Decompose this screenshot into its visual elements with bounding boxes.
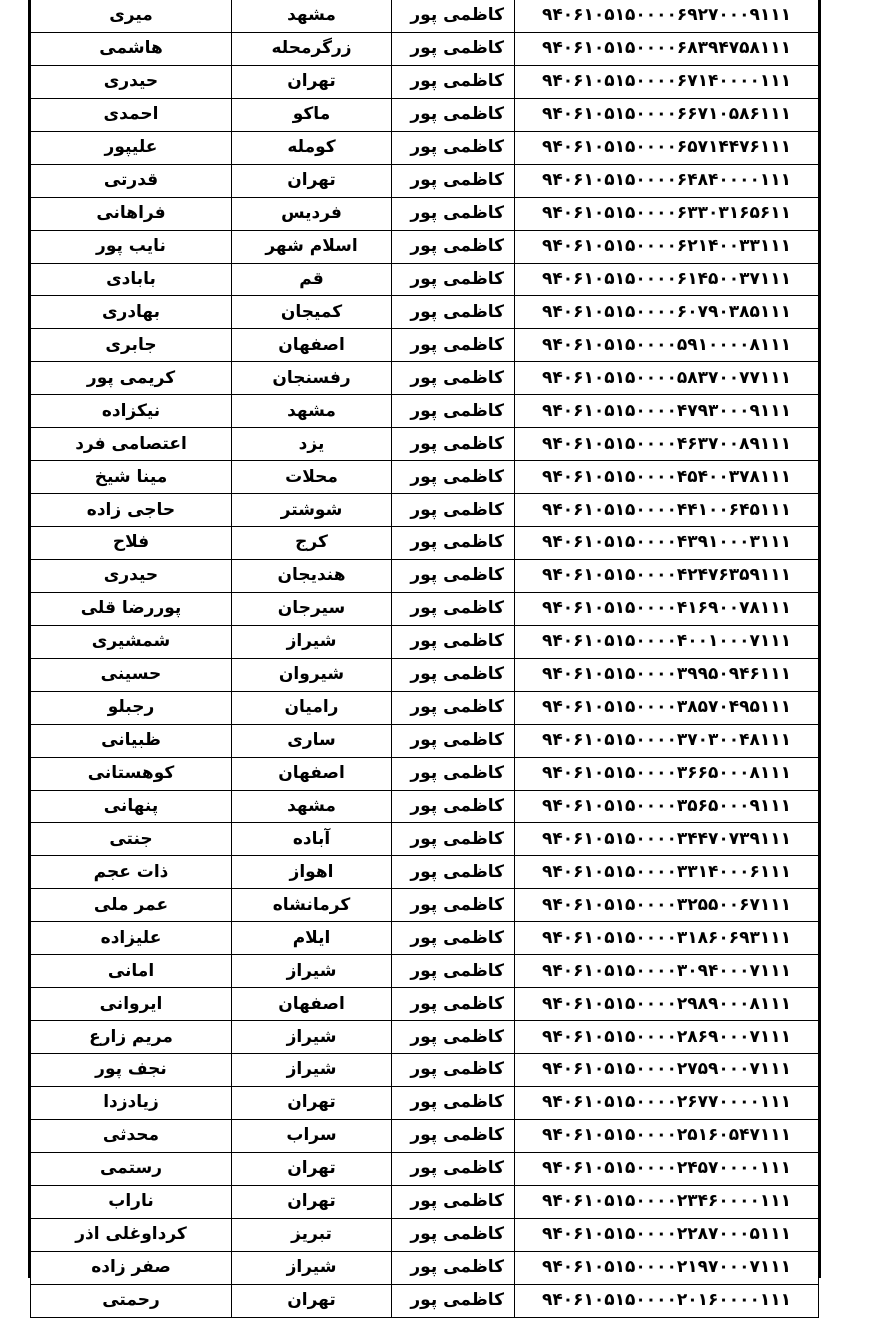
reference-code-cell: ۹۴۰۶۱۰۵۱۵۰۰۰۰۶۱۴۵۰۰۳۷۱۱۱ bbox=[515, 263, 819, 296]
city-cell: شیراز bbox=[232, 1054, 392, 1087]
city-cell: تبریز bbox=[232, 1218, 392, 1251]
table-row bbox=[31, 922, 819, 955]
surname-cell: کاظمی پور bbox=[392, 559, 515, 592]
city-cell: هندیجان bbox=[232, 559, 392, 592]
reference-code-cell: ۹۴۰۶۱۰۵۱۵۰۰۰۰۳۰۹۴۰۰۰۷۱۱۱ bbox=[515, 955, 819, 988]
surname-cell: کاظمی پور bbox=[392, 32, 515, 65]
name-cell: نیکزاده bbox=[31, 395, 232, 428]
city-cell: شیروان bbox=[232, 658, 392, 691]
table-row bbox=[31, 329, 819, 362]
reference-code-cell: ۹۴۰۶۱۰۵۱۵۰۰۰۰۳۲۵۵۰۰۶۷۱۱۱ bbox=[515, 889, 819, 922]
surname-cell: کاظمی پور bbox=[392, 1054, 515, 1087]
reference-code-cell: ۹۴۰۶۱۰۵۱۵۰۰۰۰۳۵۶۵۰۰۰۹۱۱۱ bbox=[515, 790, 819, 823]
reference-code-cell: ۹۴۰۶۱۰۵۱۵۰۰۰۰۳۹۹۵۰۹۴۶۱۱۱ bbox=[515, 658, 819, 691]
name-cell: میری bbox=[31, 0, 232, 32]
reference-code-cell: ۹۴۰۶۱۰۵۱۵۰۰۰۰۵۸۳۷۰۰۷۷۱۱۱ bbox=[515, 362, 819, 395]
city-cell: ایلام bbox=[232, 922, 392, 955]
reference-code-cell: ۹۴۰۶۱۰۵۱۵۰۰۰۰۳۸۵۷۰۴۹۵۱۱۱ bbox=[515, 691, 819, 724]
city-cell: تهران bbox=[232, 1086, 392, 1119]
name-cell: نایب پور bbox=[31, 230, 232, 263]
city-cell: اصفهان bbox=[232, 757, 392, 790]
surname-cell: کاظمی پور bbox=[392, 527, 515, 560]
reference-code-cell: ۹۴۰۶۱۰۵۱۵۰۰۰۰۴۲۴۷۶۳۵۹۱۱۱ bbox=[515, 559, 819, 592]
city-cell: ماکو bbox=[232, 98, 392, 131]
name-cell: حیدری bbox=[31, 65, 232, 98]
surname-cell: کاظمی پور bbox=[392, 691, 515, 724]
city-cell: فردیس bbox=[232, 197, 392, 230]
table-row bbox=[31, 164, 819, 197]
city-cell: شیراز bbox=[232, 955, 392, 988]
reference-code-cell: ۹۴۰۶۱۰۵۱۵۰۰۰۰۶۸۳۹۴۷۵۸۱۱۱ bbox=[515, 32, 819, 65]
table-row bbox=[31, 625, 819, 658]
name-cell: حیدری bbox=[31, 559, 232, 592]
table-row bbox=[31, 790, 819, 823]
surname-cell: کاظمی پور bbox=[392, 395, 515, 428]
surname-cell: کاظمی پور bbox=[392, 1152, 515, 1185]
reference-code-cell: ۹۴۰۶۱۰۵۱۵۰۰۰۰۲۰۱۶۰۰۰۰۱۱۱ bbox=[515, 1284, 819, 1317]
surname-cell: کاظمی پور bbox=[392, 494, 515, 527]
name-cell: ذات عجم bbox=[31, 856, 232, 889]
surname-cell: کاظمی پور bbox=[392, 856, 515, 889]
city-cell: تهران bbox=[232, 164, 392, 197]
table-row bbox=[31, 1185, 819, 1218]
city-cell: رامیان bbox=[232, 691, 392, 724]
surname-cell: کاظمی پور bbox=[392, 724, 515, 757]
city-cell: تهران bbox=[232, 1185, 392, 1218]
surname-cell: کاظمی پور bbox=[392, 131, 515, 164]
surname-cell: کاظمی پور bbox=[392, 428, 515, 461]
surname-cell: کاظمی پور bbox=[392, 1086, 515, 1119]
reference-code-cell: ۹۴۰۶۱۰۵۱۵۰۰۰۰۲۶۷۷۰۰۰۰۱۱۱ bbox=[515, 1086, 819, 1119]
city-cell: اصفهان bbox=[232, 988, 392, 1021]
name-cell: امانی bbox=[31, 955, 232, 988]
surname-cell: کاظمی پور bbox=[392, 889, 515, 922]
city-cell: زرگرمحله bbox=[232, 32, 392, 65]
reference-code-cell: ۹۴۰۶۱۰۵۱۵۰۰۰۰۲۴۵۷۰۰۰۰۱۱۱ bbox=[515, 1152, 819, 1185]
city-cell: ساری bbox=[232, 724, 392, 757]
reference-code-cell: ۹۴۰۶۱۰۵۱۵۰۰۰۰۳۳۱۴۰۰۰۶۱۱۱ bbox=[515, 856, 819, 889]
table-row bbox=[31, 296, 819, 329]
surname-cell: کاظمی پور bbox=[392, 922, 515, 955]
city-cell: شیراز bbox=[232, 625, 392, 658]
table-row bbox=[31, 0, 819, 32]
reference-code-cell: ۹۴۰۶۱۰۵۱۵۰۰۰۰۴۵۴۰۰۳۷۸۱۱۱ bbox=[515, 461, 819, 494]
name-cell: حاجی زاده bbox=[31, 494, 232, 527]
surname-cell: کاظمی پور bbox=[392, 98, 515, 131]
table-row bbox=[31, 988, 819, 1021]
city-cell: شیراز bbox=[232, 1021, 392, 1054]
city-cell: رفسنجان bbox=[232, 362, 392, 395]
reference-code-cell: ۹۴۰۶۱۰۵۱۵۰۰۰۰۶۶۷۱۰۵۸۶۱۱۱ bbox=[515, 98, 819, 131]
city-cell: قم bbox=[232, 263, 392, 296]
reference-code-cell: ۹۴۰۶۱۰۵۱۵۰۰۰۰۳۴۴۷۰۷۳۹۱۱۱ bbox=[515, 823, 819, 856]
reference-code-cell: ۹۴۰۶۱۰۵۱۵۰۰۰۰۲۸۶۹۰۰۰۷۱۱۱ bbox=[515, 1021, 819, 1054]
records-sheet bbox=[28, 0, 821, 1311]
surname-cell: کاظمی پور bbox=[392, 757, 515, 790]
surname-cell: کاظمی پور bbox=[392, 362, 515, 395]
table-row bbox=[31, 527, 819, 560]
city-cell: شیراز bbox=[232, 1251, 392, 1284]
table-row bbox=[31, 461, 819, 494]
reference-code-cell: ۹۴۰۶۱۰۵۱۵۰۰۰۰۶۴۸۴۰۰۰۰۱۱۱ bbox=[515, 164, 819, 197]
name-cell: جنتی bbox=[31, 823, 232, 856]
table-row bbox=[31, 1021, 819, 1054]
reference-code-cell: ۹۴۰۶۱۰۵۱۵۰۰۰۰۶۰۷۹۰۳۸۵۱۱۱ bbox=[515, 296, 819, 329]
reference-code-cell: ۹۴۰۶۱۰۵۱۵۰۰۰۰۶۷۱۴۰۰۰۰۱۱۱ bbox=[515, 65, 819, 98]
table-row bbox=[31, 592, 819, 625]
name-cell: جابری bbox=[31, 329, 232, 362]
table-row bbox=[31, 559, 819, 592]
surname-cell: کاظمی پور bbox=[392, 164, 515, 197]
name-cell: اعتصامی فرد bbox=[31, 428, 232, 461]
surname-cell: کاظمی پور bbox=[392, 1251, 515, 1284]
table-row bbox=[31, 1284, 819, 1317]
reference-code-cell: ۹۴۰۶۱۰۵۱۵۰۰۰۰۲۲۸۷۰۰۰۵۱۱۱ bbox=[515, 1218, 819, 1251]
name-cell: پوررضا قلی bbox=[31, 592, 232, 625]
name-cell: عمر ملی bbox=[31, 889, 232, 922]
city-cell: اهواز bbox=[232, 856, 392, 889]
city-cell: تهران bbox=[232, 65, 392, 98]
table-row bbox=[31, 1251, 819, 1284]
surname-cell: کاظمی پور bbox=[392, 461, 515, 494]
table-row bbox=[31, 362, 819, 395]
table-row bbox=[31, 230, 819, 263]
name-cell: شمشیری bbox=[31, 625, 232, 658]
table-row bbox=[31, 197, 819, 230]
table-row bbox=[31, 65, 819, 98]
surname-cell: کاظمی پور bbox=[392, 823, 515, 856]
table-row bbox=[31, 131, 819, 164]
surname-cell: کاظمی پور bbox=[392, 329, 515, 362]
name-cell: نجف پور bbox=[31, 1054, 232, 1087]
surname-cell: کاظمی پور bbox=[392, 1218, 515, 1251]
surname-cell: کاظمی پور bbox=[392, 790, 515, 823]
reference-code-cell: ۹۴۰۶۱۰۵۱۵۰۰۰۰۳۶۶۵۰۰۰۸۱۱۱ bbox=[515, 757, 819, 790]
reference-code-cell: ۹۴۰۶۱۰۵۱۵۰۰۰۰۳۷۰۳۰۰۴۸۱۱۱ bbox=[515, 724, 819, 757]
city-cell: تهران bbox=[232, 1152, 392, 1185]
surname-cell: کاظمی پور bbox=[392, 988, 515, 1021]
city-cell: سراب bbox=[232, 1119, 392, 1152]
table-row bbox=[31, 658, 819, 691]
city-cell: کومله bbox=[232, 131, 392, 164]
name-cell: محدثی bbox=[31, 1119, 232, 1152]
records-table-body bbox=[31, 0, 819, 1317]
reference-code-cell: ۹۴۰۶۱۰۵۱۵۰۰۰۰۴۴۱۰۰۶۴۵۱۱۱ bbox=[515, 494, 819, 527]
name-cell: کریمی پور bbox=[31, 362, 232, 395]
city-cell: تهران bbox=[232, 1284, 392, 1317]
table-row bbox=[31, 691, 819, 724]
city-cell: اسلام شهر bbox=[232, 230, 392, 263]
surname-cell: کاظمی پور bbox=[392, 592, 515, 625]
city-cell: سیرجان bbox=[232, 592, 392, 625]
table-row bbox=[31, 1086, 819, 1119]
name-cell: رجبلو bbox=[31, 691, 232, 724]
table-row bbox=[31, 428, 819, 461]
surname-cell: کاظمی پور bbox=[392, 0, 515, 32]
table-row bbox=[31, 263, 819, 296]
name-cell: علیپور bbox=[31, 131, 232, 164]
name-cell: حسینی bbox=[31, 658, 232, 691]
surname-cell: کاظمی پور bbox=[392, 658, 515, 691]
surname-cell: کاظمی پور bbox=[392, 625, 515, 658]
reference-code-cell: ۹۴۰۶۱۰۵۱۵۰۰۰۰۶۵۷۱۴۴۷۶۱۱۱ bbox=[515, 131, 819, 164]
city-cell: مشهد bbox=[232, 790, 392, 823]
reference-code-cell: ۹۴۰۶۱۰۵۱۵۰۰۰۰۴۶۳۷۰۰۸۹۱۱۱ bbox=[515, 428, 819, 461]
reference-code-cell: ۹۴۰۶۱۰۵۱۵۰۰۰۰۴۳۹۱۰۰۰۳۱۱۱ bbox=[515, 527, 819, 560]
city-cell: آباده bbox=[232, 823, 392, 856]
city-cell: اصفهان bbox=[232, 329, 392, 362]
name-cell: بهادری bbox=[31, 296, 232, 329]
reference-code-cell: ۹۴۰۶۱۰۵۱۵۰۰۰۰۲۷۵۹۰۰۰۷۱۱۱ bbox=[515, 1054, 819, 1087]
name-cell: ناراب bbox=[31, 1185, 232, 1218]
name-cell: پنهانی bbox=[31, 790, 232, 823]
name-cell: بابادی bbox=[31, 263, 232, 296]
table-row bbox=[31, 757, 819, 790]
name-cell: فلاح bbox=[31, 527, 232, 560]
city-cell: مشهد bbox=[232, 0, 392, 32]
name-cell: ظبیانی bbox=[31, 724, 232, 757]
surname-cell: کاظمی پور bbox=[392, 65, 515, 98]
surname-cell: کاظمی پور bbox=[392, 1119, 515, 1152]
table-row bbox=[31, 395, 819, 428]
city-cell: کرج bbox=[232, 527, 392, 560]
surname-cell: کاظمی پور bbox=[392, 1284, 515, 1317]
table-row bbox=[31, 1054, 819, 1087]
reference-code-cell: ۹۴۰۶۱۰۵۱۵۰۰۰۰۲۹۸۹۰۰۰۸۱۱۱ bbox=[515, 988, 819, 1021]
name-cell: زیادزدا bbox=[31, 1086, 232, 1119]
records-table bbox=[30, 0, 819, 1318]
name-cell: مریم زارع bbox=[31, 1021, 232, 1054]
city-cell: کمیجان bbox=[232, 296, 392, 329]
reference-code-cell: ۹۴۰۶۱۰۵۱۵۰۰۰۰۳۱۸۶۰۶۹۳۱۱۱ bbox=[515, 922, 819, 955]
reference-code-cell: ۹۴۰۶۱۰۵۱۵۰۰۰۰۴۷۹۳۰۰۰۹۱۱۱ bbox=[515, 395, 819, 428]
name-cell: فراهانی bbox=[31, 197, 232, 230]
surname-cell: کاظمی پور bbox=[392, 955, 515, 988]
table-row bbox=[31, 1119, 819, 1152]
city-cell: یزد bbox=[232, 428, 392, 461]
reference-code-cell: ۹۴۰۶۱۰۵۱۵۰۰۰۰۲۵۱۶۰۵۴۷۱۱۱ bbox=[515, 1119, 819, 1152]
city-cell: محلات bbox=[232, 461, 392, 494]
reference-code-cell: ۹۴۰۶۱۰۵۱۵۰۰۰۰۶۲۱۴۰۰۳۳۱۱۱ bbox=[515, 230, 819, 263]
table-row bbox=[31, 32, 819, 65]
reference-code-cell: ۹۴۰۶۱۰۵۱۵۰۰۰۰۲۳۴۶۰۰۰۰۱۱۱ bbox=[515, 1185, 819, 1218]
city-cell: شوشتر bbox=[232, 494, 392, 527]
surname-cell: کاظمی پور bbox=[392, 230, 515, 263]
name-cell: کرداوغلی اذر bbox=[31, 1218, 232, 1251]
table-row bbox=[31, 955, 819, 988]
table-row bbox=[31, 724, 819, 757]
table-row bbox=[31, 1218, 819, 1251]
table-row bbox=[31, 889, 819, 922]
surname-cell: کاظمی پور bbox=[392, 1021, 515, 1054]
city-cell: مشهد bbox=[232, 395, 392, 428]
name-cell: صفر زاده bbox=[31, 1251, 232, 1284]
name-cell: کوهستانی bbox=[31, 757, 232, 790]
reference-code-cell: ۹۴۰۶۱۰۵۱۵۰۰۰۰۶۳۳۰۳۱۶۵۶۱۱ bbox=[515, 197, 819, 230]
name-cell: قدرتی bbox=[31, 164, 232, 197]
surname-cell: کاظمی پور bbox=[392, 197, 515, 230]
name-cell: ایروانی bbox=[31, 988, 232, 1021]
table-row bbox=[31, 823, 819, 856]
reference-code-cell: ۹۴۰۶۱۰۵۱۵۰۰۰۰۲۱۹۷۰۰۰۷۱۱۱ bbox=[515, 1251, 819, 1284]
surname-cell: کاظمی پور bbox=[392, 296, 515, 329]
table-row bbox=[31, 494, 819, 527]
name-cell: احمدی bbox=[31, 98, 232, 131]
surname-cell: کاظمی پور bbox=[392, 263, 515, 296]
reference-code-cell: ۹۴۰۶۱۰۵۱۵۰۰۰۰۵۹۱۰۰۰۰۸۱۱۱ bbox=[515, 329, 819, 362]
name-cell: مینا شیخ bbox=[31, 461, 232, 494]
reference-code-cell: ۹۴۰۶۱۰۵۱۵۰۰۰۰۴۰۰۱۰۰۰۷۱۱۱ bbox=[515, 625, 819, 658]
reference-code-cell: ۹۴۰۶۱۰۵۱۵۰۰۰۰۶۹۲۷۰۰۰۹۱۱۱ bbox=[515, 0, 819, 32]
city-cell: کرمانشاه bbox=[232, 889, 392, 922]
table-row bbox=[31, 856, 819, 889]
table-row bbox=[31, 98, 819, 131]
name-cell: علیزاده bbox=[31, 922, 232, 955]
name-cell: رستمی bbox=[31, 1152, 232, 1185]
surname-cell: کاظمی پور bbox=[392, 1185, 515, 1218]
reference-code-cell: ۹۴۰۶۱۰۵۱۵۰۰۰۰۴۱۶۹۰۰۷۸۱۱۱ bbox=[515, 592, 819, 625]
name-cell: هاشمی bbox=[31, 32, 232, 65]
name-cell: رحمتی bbox=[31, 1284, 232, 1317]
table-row bbox=[31, 1152, 819, 1185]
